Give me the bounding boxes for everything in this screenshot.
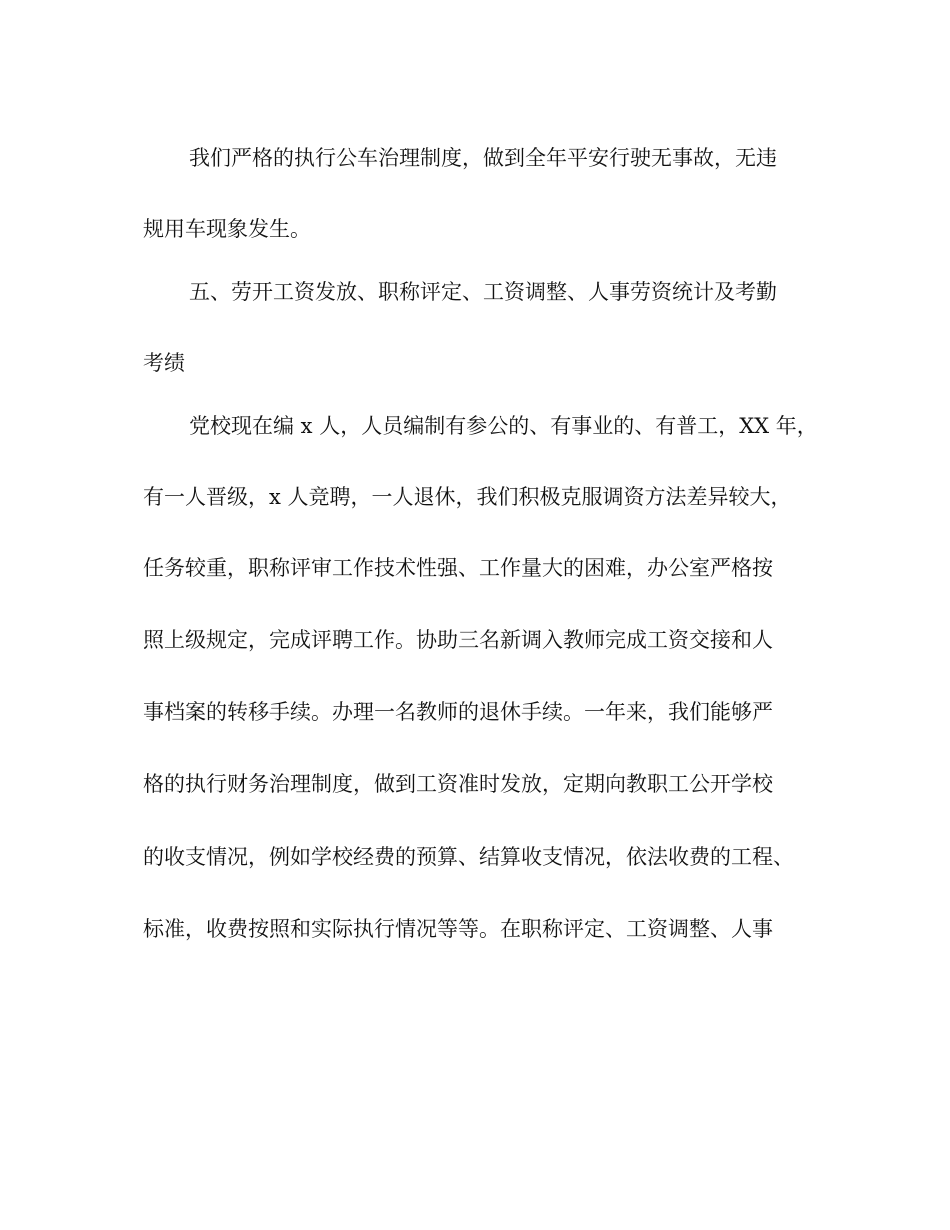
paragraph-line-2: 规用车现象发生。 — [143, 217, 311, 241]
paragraph-line-1: 我们严格的执行公车治理制度，做到全年平安行驶无事故，无违 — [189, 146, 777, 170]
paragraph-line-8: 格的执行财务治理制度，做到工资准时发放，定期向教职工公开学校 — [143, 772, 773, 796]
paragraph-line-10: 标准，收费按照和实际执行情况等等。在职称评定、工资调整、人事 — [143, 917, 773, 941]
paragraph-line-5: 任务较重，职称评审工作技术性强、工作量大的困难，办公室严格按 — [143, 556, 773, 580]
section-heading-line-2: 考绩 — [143, 351, 185, 375]
paragraph-line-3: 党校现在编 x 人，人员编制有参公的、有事业的、有普工，XX 年， — [189, 414, 818, 438]
paragraph-line-9: 的收支情况，例如学校经费的预算、结算收支情况，依法收费的工程、 — [143, 845, 794, 869]
paragraph-line-6: 照上级规定，完成评聘工作。协助三名新调入教师完成工资交接和人 — [143, 628, 773, 652]
paragraph-line-7: 事档案的转移手续。办理一名教师的退休手续。一年来，我们能够严 — [143, 700, 773, 724]
paragraph-line-4: 有一人晋级，x 人竞聘，一人退休，我们积极克服调资方法差异较大， — [143, 485, 792, 509]
section-heading-line-1: 五、劳开工资发放、职称评定、工资调整、人事劳资统计及考勤 — [189, 280, 777, 304]
